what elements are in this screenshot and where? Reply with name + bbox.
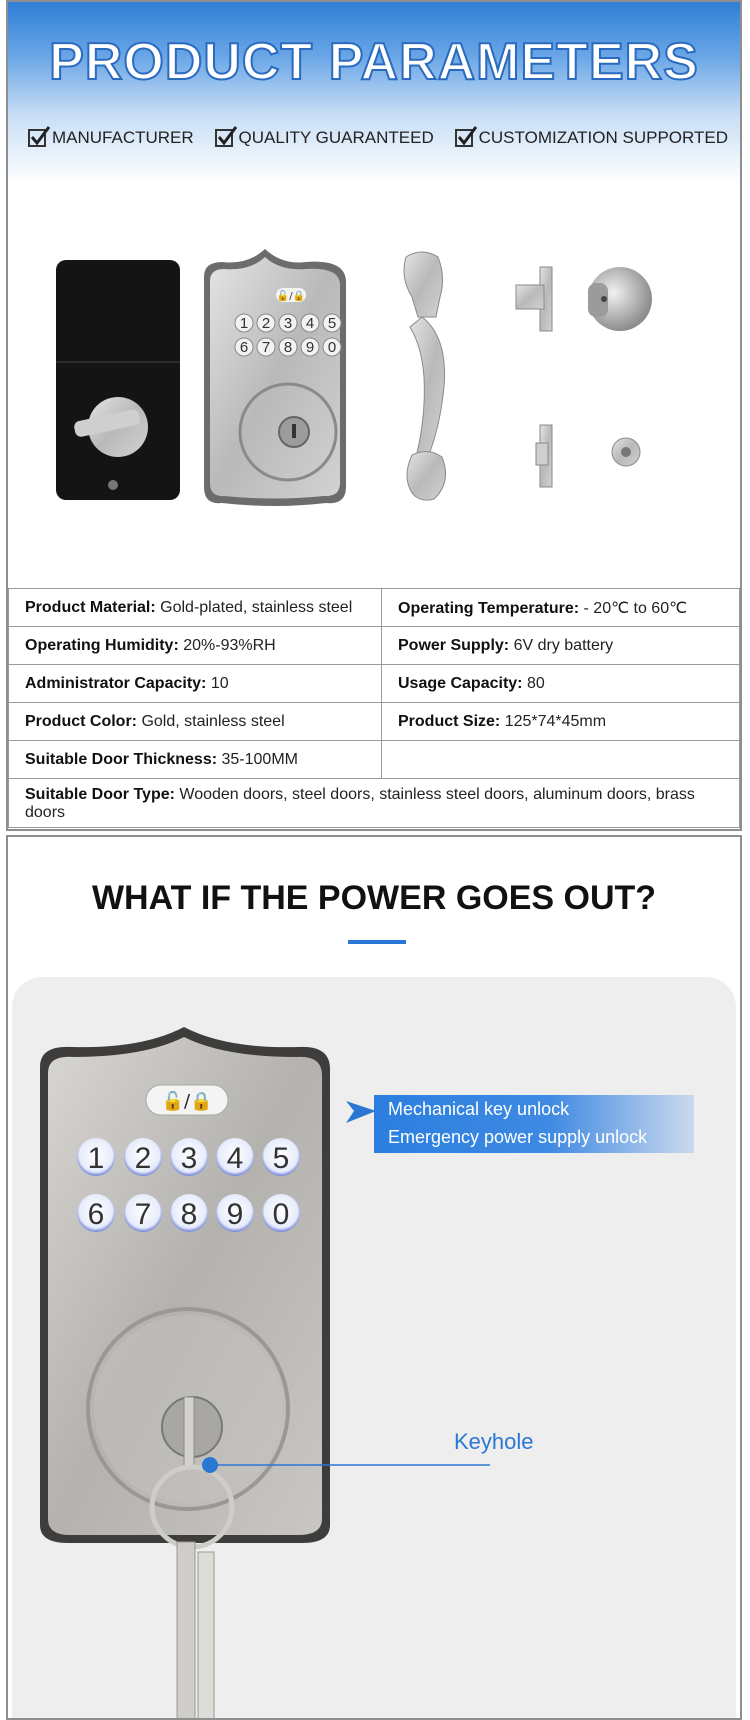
power-outage-panel	[6, 835, 742, 1720]
interior-unit	[56, 260, 180, 500]
handleset	[404, 252, 446, 500]
svg-text:🔓/🔒: 🔓/🔒	[161, 1091, 213, 1112]
spec-cell: Operating Temperature: - 20℃ to 60℃	[382, 589, 740, 627]
spec-cell: Suitable Door Type: Wooden doors, steel doors, stainless steel doors, aluminum doors, brass doors	[9, 779, 740, 828]
checkbox-icon	[455, 129, 473, 147]
keypad-key: 8	[180, 1198, 198, 1231]
keypad-row-top	[235, 314, 341, 332]
keypad-key: 2	[261, 315, 271, 332]
keypad-exterior	[204, 249, 346, 506]
table-row	[9, 665, 740, 703]
spec-cell: Operating Humidity: 20%-93%RH	[9, 627, 382, 665]
table-row	[9, 779, 740, 828]
spec-cell: Administrator Capacity: 10	[9, 665, 382, 703]
keypad-key: 9	[305, 339, 315, 356]
spec-cell: Power Supply: 6V dry battery	[382, 627, 740, 665]
keypad-key: 0	[327, 339, 337, 356]
feature-label: CUSTOMIZATION SUPPORTED	[478, 128, 728, 147]
spec-cell: Product Material: Gold-plated, stainless steel	[9, 589, 382, 627]
table-row	[9, 703, 740, 741]
emergency-unlock-info	[374, 1095, 694, 1153]
keypad-key: 6	[87, 1198, 105, 1231]
specs-table	[8, 588, 740, 828]
checkbox-icon	[215, 129, 233, 147]
keypad-key: 3	[283, 315, 293, 332]
spec-cell: Product Size: 125*74*45mm	[382, 703, 740, 741]
feature-manufacturer	[28, 128, 194, 148]
headline-underline	[348, 940, 406, 944]
feature-quality	[215, 128, 434, 148]
feature-customization	[455, 128, 728, 148]
product-photo	[8, 187, 740, 587]
svg-text:🔓/🔒: 🔓/🔒	[276, 291, 306, 302]
spec-cell: Suitable Door Thickness: 35-100MM	[9, 741, 382, 779]
keypad-key: 1	[239, 315, 249, 332]
keypad-key: 1	[87, 1142, 105, 1175]
keypad-key: 4	[226, 1142, 244, 1175]
checkbox-icon	[28, 129, 46, 147]
section-headline: WHAT IF THE POWER GOES OUT?	[91, 879, 657, 917]
keypad-key: 9	[226, 1198, 244, 1231]
keypad-key: 7	[134, 1198, 152, 1231]
feature-label: MANUFACTURER	[52, 128, 194, 147]
info-line: Mechanical key unlock	[388, 1099, 570, 1119]
table-row	[9, 741, 740, 779]
banner-title: PRODUCT PARAMETERS	[49, 33, 699, 91]
spec-cell: Product Color: Gold, stainless steel	[9, 703, 382, 741]
keypad-key: 0	[272, 1198, 290, 1231]
keypad-key: 5	[272, 1142, 290, 1175]
lock-closeup-illustration	[12, 977, 736, 1720]
spec-cell-empty	[382, 741, 740, 779]
parameters-banner	[8, 2, 740, 184]
keypad-key: 4	[305, 315, 315, 332]
info-line: Emergency power supply unlock	[388, 1127, 648, 1147]
keypad-key: 2	[134, 1142, 152, 1175]
keypad-key: 3	[180, 1142, 198, 1175]
keypad-key: 6	[239, 339, 249, 356]
keypad-key: 7	[261, 339, 271, 356]
table-row	[9, 627, 740, 665]
keypad-key: 5	[327, 315, 337, 332]
keypad-key: 8	[283, 339, 293, 356]
keypad-row-bottom	[235, 338, 341, 356]
keyhole-label: Keyhole	[454, 1429, 534, 1454]
product-parameters-panel	[6, 0, 742, 831]
spec-cell: Usage Capacity: 80	[382, 665, 740, 703]
feature-label: QUALITY GUARANTEED	[238, 128, 434, 147]
door-knob	[588, 267, 652, 331]
table-row	[9, 589, 740, 627]
feature-list	[28, 128, 728, 148]
